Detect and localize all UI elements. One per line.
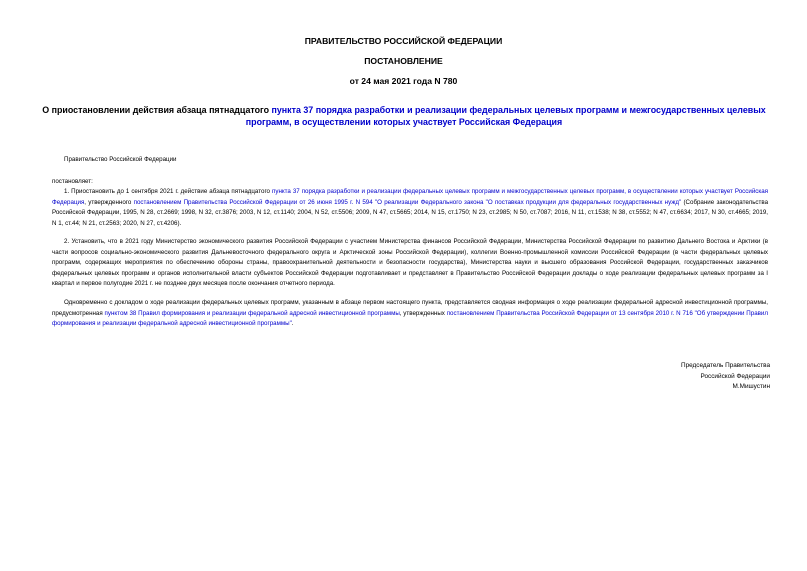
signature-block: [570, 361, 770, 393]
p1-text-b: , утвержденного: [84, 198, 134, 206]
title-link[interactable]: пункта 37 порядка разработки и реализации федеральных целевых программ и межгосударственных целевых программ, в осуществлении которых участвует Российская Федерация: [245, 105, 766, 127]
date-number-heading: от 24 мая 2021 года N 780: [349, 76, 458, 86]
paragraph-2: 2. Установить, что в 2021 году Министерство экономического развития Российской Федерации с участием Министерства финансов Российской Федерации, Министерства Российской Федерации по развитию Дальнего Востока и Арктики (в части вопросов социально-экономического развития Дальневосточного федерального округа и Арктической зоны Российской Федерации), коллегии Военно-промышленной комиссии Российской Федерации (в части федеральных целевых программ, содержащих мероприятия по обеспечению обороны страны, правоохранительной деятельности и безопасности государства), Министерства науки и высшего образования Российской Федерации, государственных заказчиков федеральных целевых программ и органов исполнительной власти субъектов Российской Федерации подготавливает и представляет в Правительство Российской Федерации доклады о ходе реализации федеральных целевых программ за I квартал и первое полугодие 2021 г. не позднее двух месяцев после окончания отчетного периода.: [52, 238, 768, 288]
p1-link-procedure[interactable]: пункта 37 порядка разработки и реализации федеральных целевых программ и межгосударственных целевых программ, в осуществлении которых участвует Российская Федерация: [52, 188, 768, 206]
org-heading: ПРАВИТЕЛЬСТВО РОССИЙСКОЙ ФЕДЕРАЦИИ: [304, 36, 503, 46]
p3-link-decree-716[interactable]: постановлением Правительства Российской Федерации от 13 сентября 2010 г. N 716 "Об утверждении Правил формирования и реализации федеральной адресной инвестиционной программы": [52, 309, 768, 328]
p1-link-decree-594[interactable]: постановлением Правительства Российской Федерации от 26 июня 1995 г. N 594 "О реализации Федерального закона "О поставках продукции для федеральных государственных нужд": [133, 198, 682, 206]
signature-name: М.Мишустин: [732, 383, 770, 391]
title-text: О приостановлении действия абзаца пятнадцатого: [42, 105, 272, 115]
p1-text-a: 1. Приостановить до 1 сентября 2021 г. действие абзаца пятнадцатого: [64, 188, 272, 195]
paragraph-3: [52, 298, 768, 330]
p3-text-b: , утвержденных: [399, 309, 447, 317]
paragraph-1: [52, 187, 768, 229]
signature-position: Председатель Правительства: [681, 362, 770, 369]
p3-text-c: .: [291, 320, 294, 328]
p1-text-c: (Собрание законодательства Российской Федерации, 1995, N 28, ст.2669; 1998, N 32, ст.3876; 2003, N 12, ст.1140; 2004, N 52, ст.5506; 2009, N 47, ст.5665; 2014, N 15, ст.1750; N 23, ст.2985; N 50, ст.7087; 2016, N 11, ст.1538; N 38, ст.5552; N 47, ст.6634; 2017, N 30, ст.4665; 2019, N 1, ст.44; N 21, ст.2563; 2020, N 27, ст.4206).: [52, 198, 769, 227]
signature-org: Российской Федерации: [700, 372, 770, 380]
doc-type-heading: ПОСТАНОВЛЕНИЕ: [364, 56, 443, 66]
p3-text-a: Одновременно с докладом о ходе реализации федеральных целевых программ, указанным в абзаце первом настоящего пункта, представляется сводная информация о ходе реализации федеральной адресной инвестиционной программы, предусмотренная: [52, 299, 768, 317]
decree-text: постановляет:: [52, 178, 93, 185]
document-title: [34, 105, 774, 128]
issuer-text: Правительство Российской Федерации: [64, 156, 177, 163]
p3-link-rules-38[interactable]: пунктом 38 Правил формирования и реализации федеральной адресной инвестиционной программы: [104, 309, 400, 317]
